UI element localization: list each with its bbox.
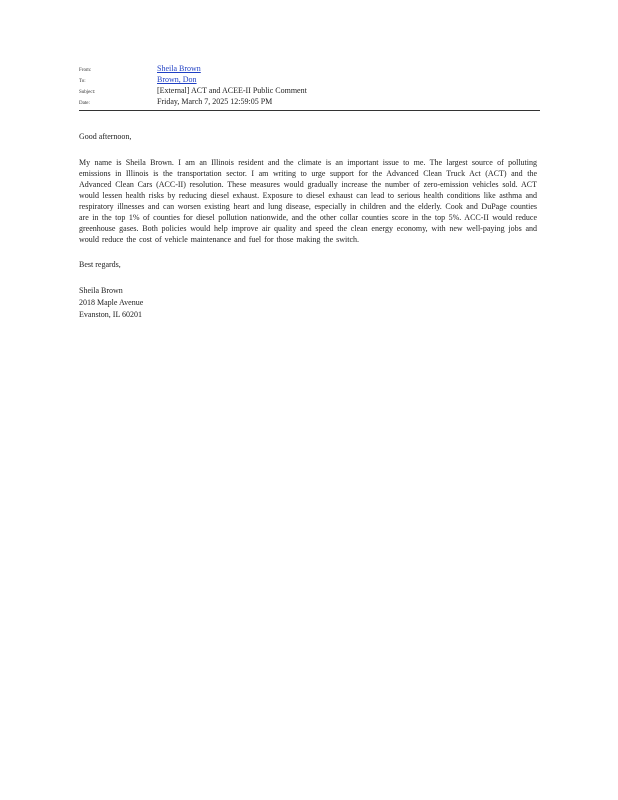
to-link[interactable]: Brown, Don bbox=[157, 75, 197, 84]
closing: Best regards, bbox=[79, 260, 121, 269]
subject-value: [External] ACT and ACEE-II Public Comment bbox=[157, 86, 307, 95]
signature-city: Evanston, IL 60201 bbox=[79, 310, 143, 319]
date-value: Friday, March 7, 2025 12:59:05 PM bbox=[157, 97, 273, 106]
to-row bbox=[79, 74, 539, 85]
subject-label: Subject: bbox=[79, 90, 96, 95]
body-paragraph: My name is Sheila Brown. I am an Illinois resident and the climate is an important issue to me. The largest source of polluting emissions in Illinois is the transportation sector. I am writing to urge support for the Advanced Clean Truck Act (ACT) and the Advanced Clean Cars (ACC-II) resolution. These measures would gradually increase the number of zero-emission vehicles sold. ACT would lessen health risks by reducing diesel exhaust. Exposure to diesel exhaust can lead to serious health conditions like asthma and respiratory illnesses and can worsen existing heart and lung disease, especially in children and the elderly. Cook and DuPage counties are in the top 1% of counties for diesel pollution nationwide, and the other collar counties score in the top 5%. ACC-II would reduce greenhouse gases. Both policies would help improve air quality and speed the clean energy economy, with new well-paying jobs and would reduce the cost of vehicle maintenance and fuel for those making the switch. bbox=[79, 158, 537, 244]
greeting: Good afternoon, bbox=[79, 132, 132, 141]
signature-name: Sheila Brown bbox=[79, 286, 123, 295]
header-divider bbox=[79, 110, 540, 111]
date-row bbox=[79, 96, 539, 107]
email-body bbox=[79, 131, 537, 321]
signature bbox=[79, 285, 537, 321]
date-label: Date: bbox=[79, 101, 90, 106]
subject-row bbox=[79, 85, 539, 96]
from-link[interactable]: Sheila Brown bbox=[157, 64, 201, 73]
email-header bbox=[79, 63, 539, 107]
from-label: From: bbox=[79, 68, 92, 73]
to-label: To: bbox=[79, 79, 86, 84]
from-row bbox=[79, 63, 539, 74]
signature-street: 2018 Maple Avenue bbox=[79, 298, 144, 307]
